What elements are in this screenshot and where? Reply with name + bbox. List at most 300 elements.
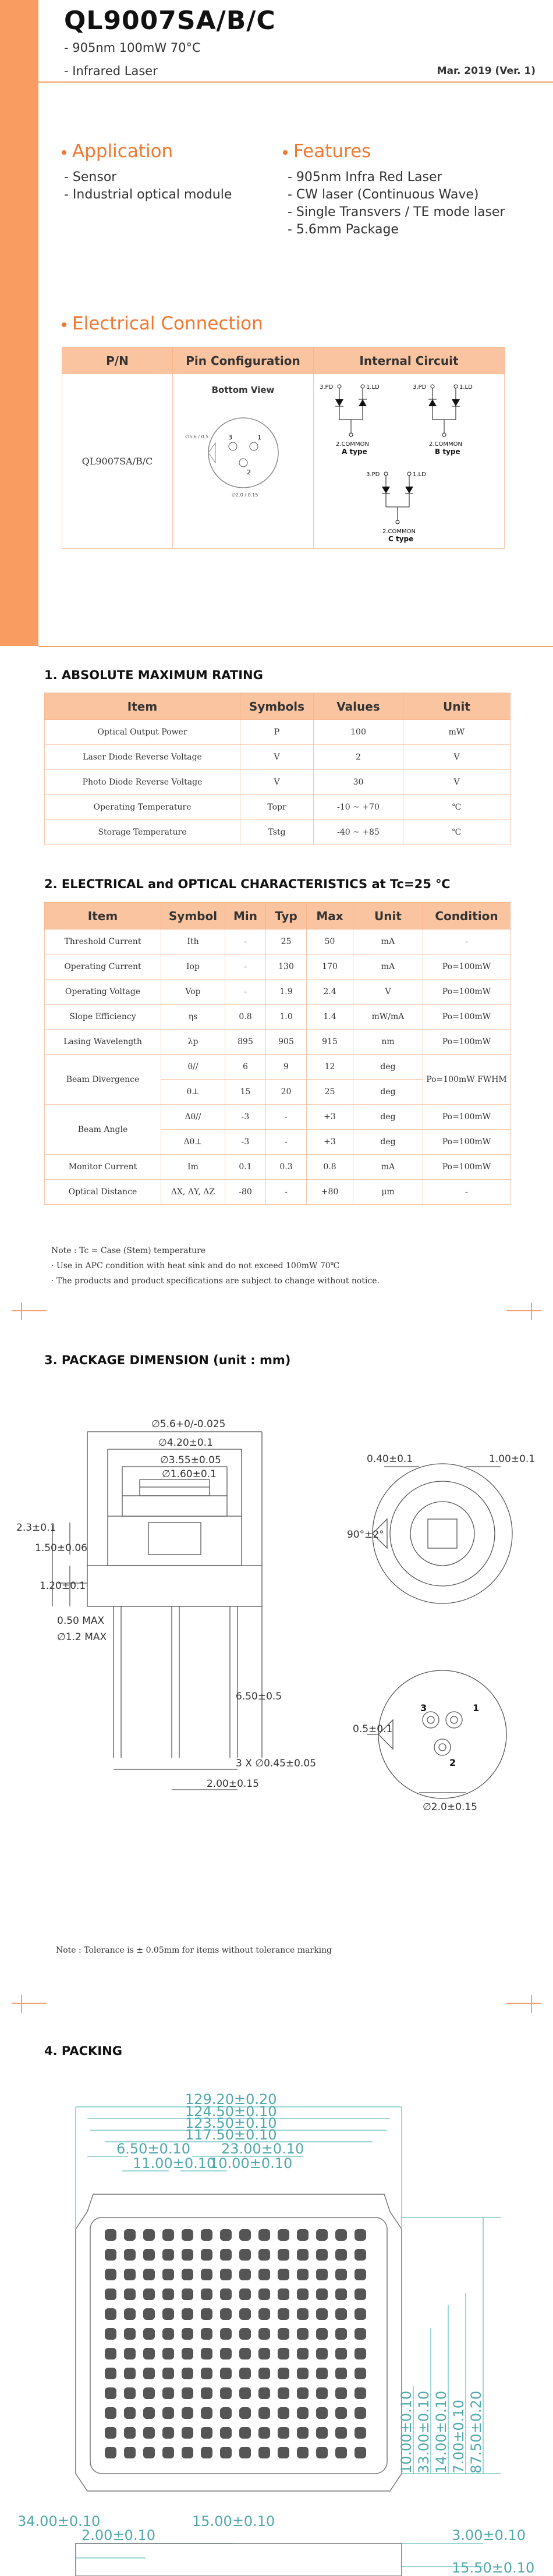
table-cell: 9	[266, 1055, 307, 1080]
svg-text:117.50±0.10: 117.50±0.10	[185, 2127, 277, 2143]
column-header: Min	[225, 903, 266, 929]
tray-pocket	[124, 2269, 136, 2280]
tray-pocket	[297, 2407, 309, 2419]
note-line: · Use in APC condition with heat sink and do not exceed 100mW 70℃	[51, 1261, 340, 1271]
tray-pocket	[182, 2387, 193, 2399]
table-cell: 2	[314, 745, 403, 770]
electrical-connection-table	[62, 347, 505, 549]
tray-pocket	[162, 2447, 174, 2458]
tray-pocket	[239, 2447, 251, 2458]
svg-text:3.PD: 3.PD	[412, 384, 426, 391]
tray-pocket	[105, 2348, 116, 2359]
tray-pocket	[239, 2387, 251, 2399]
svg-text:3.00±0.10: 3.00±0.10	[452, 2527, 526, 2543]
table-cell: Optical Distance	[45, 1180, 161, 1205]
svg-text:15.50±0.10: 15.50±0.10	[452, 2560, 535, 2576]
tray-pocket	[162, 2308, 174, 2320]
table-cell: -	[423, 929, 511, 955]
tray-pocket	[105, 2249, 116, 2261]
table-cell: Lasing Wavelength	[45, 1030, 161, 1055]
crop-mark	[21, 1303, 22, 1320]
table-row	[45, 1180, 511, 1205]
column-header: Unit	[403, 693, 511, 720]
packing-heading: 4. PACKING	[44, 2044, 122, 2058]
svg-text:6.50±0.10: 6.50±0.10	[116, 2141, 190, 2157]
tray-pocket	[355, 2249, 366, 2261]
tray-pocket	[182, 2407, 193, 2419]
table-cell: 100	[314, 720, 403, 745]
tray-pocket	[201, 2407, 212, 2419]
tray-pocket	[316, 2387, 328, 2399]
table-cell: deg	[353, 1055, 423, 1080]
column-header: Pin Configuration	[173, 347, 314, 374]
table-cell: λp	[161, 1030, 225, 1055]
version-date: Mar. 2019 (Ver. 1)	[437, 65, 536, 77]
table-row	[45, 955, 511, 980]
tray-pocket	[124, 2328, 136, 2340]
table-cell: mW/mA	[353, 1005, 423, 1030]
table-cell: 25	[307, 1080, 353, 1105]
table-cell: 50	[307, 929, 353, 955]
tray-pocket	[335, 2328, 347, 2340]
tray-pocket	[335, 2427, 347, 2439]
pin-label: 1	[257, 434, 261, 441]
tray-pocket	[355, 2308, 366, 2320]
table-cell: 30	[314, 770, 403, 795]
tray-pocket	[143, 2387, 155, 2399]
table-cell: -	[266, 1130, 307, 1155]
table-cell: 1.9	[266, 980, 307, 1005]
tray-pocket	[316, 2348, 328, 2359]
tray-pocket	[143, 2368, 155, 2379]
tray-pocket	[316, 2328, 328, 2340]
tray-pocket	[258, 2348, 270, 2359]
tray-pocket	[162, 2229, 174, 2241]
table-cell: θ//	[161, 1055, 225, 1080]
tray-pocket	[355, 2348, 366, 2359]
svg-text:2.3±0.1: 2.3±0.1	[16, 1522, 56, 1534]
tray-pocket	[316, 2269, 328, 2280]
table-cell: -	[225, 980, 266, 1005]
tray-pocket	[355, 2229, 366, 2241]
table-cell: P	[240, 720, 314, 745]
tray-pocket	[220, 2368, 232, 2379]
svg-text:10.00±0.10: 10.00±0.10	[210, 2155, 293, 2171]
table-cell: ΔX, ΔY, ΔZ	[161, 1180, 225, 1205]
tray-pocket	[201, 2308, 212, 2320]
tray-pocket	[258, 2288, 270, 2300]
table-header-row	[62, 347, 505, 374]
svg-text:1.00±0.1: 1.00±0.1	[489, 1453, 536, 1465]
eo-notes	[51, 1243, 380, 1289]
svg-text:14.00±0.10: 14.00±0.10	[433, 2390, 449, 2474]
table-cell: mA	[353, 929, 423, 955]
tray-pocket	[220, 2427, 232, 2439]
tray-pocket	[201, 2368, 212, 2379]
table-row	[45, 1055, 511, 1080]
table-cell: 6	[225, 1055, 266, 1080]
table-cell: V	[240, 770, 314, 795]
svg-text:A type: A type	[341, 447, 367, 456]
list-item: - Single Transvers / TE mode laser	[288, 205, 505, 219]
tray-pocket	[143, 2427, 155, 2439]
column-header: Condition	[423, 903, 511, 929]
svg-text:∅1.2 MAX: ∅1.2 MAX	[57, 1631, 107, 1643]
table-cell: 0.3	[266, 1155, 307, 1180]
application-heading: Application	[62, 141, 173, 162]
table-cell: deg	[353, 1105, 423, 1130]
svg-text:90°±2°: 90°±2°	[347, 1529, 384, 1541]
table-cell: Δθ//	[161, 1105, 225, 1130]
pin-label: 2	[246, 469, 251, 476]
table-cell: Photo Diode Reverse Voltage	[45, 770, 240, 795]
svg-text:1: 1	[473, 1702, 480, 1713]
svg-text:0.40±0.1: 0.40±0.1	[367, 1453, 413, 1465]
tray-pocket	[355, 2269, 366, 2280]
tray-pocket	[182, 2447, 193, 2458]
tray-pocket	[239, 2328, 251, 2340]
svg-text:1.LD: 1.LD	[412, 471, 426, 478]
tray-pocket	[182, 2368, 193, 2379]
product-subtitle-type: - Infrared Laser	[64, 64, 158, 78]
tray-pocket	[316, 2308, 328, 2320]
tray-pocket	[143, 2249, 155, 2261]
tray-pocket	[124, 2447, 136, 2458]
column-header: Internal Circuit	[314, 347, 505, 374]
tray-pocket	[258, 2427, 270, 2439]
tray-pocket	[124, 2427, 136, 2439]
tray-pocket	[220, 2447, 232, 2458]
svg-text:2.COMMON: 2.COMMON	[382, 528, 416, 535]
tray-pocket	[201, 2288, 212, 2300]
svg-text:7.00±0.10: 7.00±0.10	[451, 2400, 467, 2474]
table-row	[45, 1105, 511, 1130]
crop-mark	[506, 1310, 541, 1311]
tray-pocket	[297, 2368, 309, 2379]
tray-pocket	[297, 2249, 309, 2261]
part-number: QL9007SA/B/C	[62, 374, 173, 549]
tray-pocket	[143, 2328, 155, 2340]
tray-pocket	[258, 2269, 270, 2280]
tray-pocket	[258, 2328, 270, 2340]
table-cell: Ith	[161, 929, 225, 955]
table-cell: 12	[307, 1055, 353, 1080]
svg-text:1.50±0.06: 1.50±0.06	[35, 1542, 87, 1554]
table-cell: 15	[225, 1080, 266, 1105]
tray-pocket	[105, 2308, 116, 2320]
tray-pocket	[355, 2328, 366, 2340]
table-cell: -40 ~ +85	[314, 820, 403, 845]
tray-pocket	[278, 2249, 289, 2261]
table-cell: ℃	[403, 820, 511, 845]
tray-pocket	[201, 2427, 212, 2439]
svg-text:∅5.6+0/-0.025: ∅5.6+0/-0.025	[151, 1418, 226, 1430]
tray-pocket	[105, 2328, 116, 2340]
tray-pocket	[258, 2249, 270, 2261]
tray-pocket	[220, 2288, 232, 2300]
svg-text:10.00±0.10: 10.00±0.10	[398, 2390, 414, 2474]
eo-heading: 2. ELECTRICAL and OPTICAL CHARACTERISTICS at Tc=25 ℃	[44, 877, 451, 891]
table-cell: Beam Angle	[45, 1105, 161, 1155]
tray-pocket	[162, 2288, 174, 2300]
tray-pocket	[220, 2308, 232, 2320]
tray-pocket	[258, 2229, 270, 2241]
tray-pocket	[220, 2249, 232, 2261]
table-cell: V	[353, 980, 423, 1005]
tray-pocket	[297, 2427, 309, 2439]
table-cell: V	[403, 745, 511, 770]
table-cell: 895	[225, 1030, 266, 1055]
tray-pocket	[220, 2269, 232, 2280]
tray-pocket	[316, 2407, 328, 2419]
tray-pocket	[143, 2269, 155, 2280]
package-heading: 3. PACKAGE DIMENSION (unit : mm)	[44, 1353, 291, 1367]
column-header: P/N	[62, 347, 173, 374]
tray-pocket	[278, 2447, 289, 2458]
tray-pocket	[162, 2368, 174, 2379]
svg-text:1.LD: 1.LD	[459, 384, 473, 391]
tray-pocket	[182, 2427, 193, 2439]
pin-configuration-cell	[173, 374, 314, 549]
table-cell: -10 ~ +70	[314, 795, 403, 820]
tray-pocket	[201, 2447, 212, 2458]
svg-text:3 X ∅0.45±0.05: 3 X ∅0.45±0.05	[236, 1758, 317, 1769]
bottom-view-diagram	[185, 398, 302, 514]
table-cell: Vop	[161, 980, 225, 1005]
packing-tray-drawing	[0, 2072, 553, 2576]
header-divider	[38, 81, 553, 83]
tray-pocket	[182, 2269, 193, 2280]
svg-text:2.00±0.15: 2.00±0.15	[207, 1778, 259, 1790]
tray-pocket	[335, 2348, 347, 2359]
table-cell: Po=100mW	[423, 1155, 511, 1180]
tray-pocket	[239, 2288, 251, 2300]
table-cell: Iop	[161, 955, 225, 980]
svg-text:2.COMMON: 2.COMMON	[335, 441, 369, 448]
table-cell: Po=100mW	[423, 1030, 511, 1055]
tray-pocket	[239, 2348, 251, 2359]
tray-pocket	[355, 2387, 366, 2399]
table-cell: θ⊥	[161, 1080, 225, 1105]
svg-text:∅4.20±0.1: ∅4.20±0.1	[158, 1437, 213, 1449]
table-row	[45, 745, 511, 770]
svg-text:87.50±0.20: 87.50±0.20	[468, 2390, 484, 2474]
dimension-label: ∅2.0 / 0.15	[231, 492, 258, 498]
table-cell: Operating Temperature	[45, 795, 240, 820]
tray-pocket	[220, 2229, 232, 2241]
table-cell: V	[240, 745, 314, 770]
table-cell: -	[266, 1105, 307, 1130]
tray-pocket	[316, 2368, 328, 2379]
svg-text:1.20±0.1: 1.20±0.1	[40, 1580, 86, 1592]
table-row	[45, 795, 511, 820]
table-cell: mW	[403, 720, 511, 745]
tray-pocket	[143, 2288, 155, 2300]
tray-pocket	[105, 2447, 116, 2458]
tray-pocket	[201, 2249, 212, 2261]
table-cell: 0.8	[307, 1155, 353, 1180]
tray-pocket	[220, 2387, 232, 2399]
table-cell: mA	[353, 1155, 423, 1180]
table-cell: 1.0	[266, 1005, 307, 1030]
tray-pocket	[143, 2447, 155, 2458]
tray-pocket	[355, 2427, 366, 2439]
pin-label: 3	[228, 434, 232, 441]
table-row	[45, 720, 511, 745]
product-subtitle-spec: - 905nm 100mW 70°C	[64, 41, 201, 55]
tray-pocket	[316, 2288, 328, 2300]
table-cell: Po=100mW	[423, 955, 511, 980]
table-row	[62, 374, 505, 549]
tray-pocket	[316, 2447, 328, 2458]
svg-text:∅1.60±0.1: ∅1.60±0.1	[162, 1468, 217, 1480]
tray-pocket	[105, 2368, 116, 2379]
orange-sidebar	[0, 0, 38, 646]
product-title: QL9007SA/B/C	[64, 6, 276, 36]
section-divider	[38, 646, 553, 647]
table-cell: V	[403, 770, 511, 795]
tray-pocket	[335, 2229, 347, 2241]
svg-text:2: 2	[449, 1757, 456, 1768]
electrical-connection-heading: Electrical Connection	[62, 313, 263, 334]
table-cell: 20	[266, 1080, 307, 1105]
svg-text:11.00±0.10: 11.00±0.10	[133, 2155, 216, 2171]
tray-pocket	[335, 2288, 347, 2300]
tray-pocket	[143, 2308, 155, 2320]
column-header: Values	[314, 693, 403, 720]
table-row	[45, 929, 511, 955]
table-cell: 25	[266, 929, 307, 955]
table-cell: 170	[307, 955, 353, 980]
tray-pocket	[316, 2427, 328, 2439]
tray-pocket	[335, 2308, 347, 2320]
tray-pocket	[162, 2407, 174, 2419]
svg-text:1.LD: 1.LD	[366, 384, 380, 391]
table-cell: Po=100mW	[423, 1105, 511, 1130]
features-list	[288, 169, 505, 239]
tray-pocket	[143, 2407, 155, 2419]
tray-pocket	[182, 2288, 193, 2300]
circuit-c-type	[366, 471, 426, 543]
table-cell: Δθ⊥	[161, 1130, 225, 1155]
tray-pocket	[278, 2229, 289, 2241]
tray-pocket	[124, 2387, 136, 2399]
tray-pocket	[335, 2249, 347, 2261]
tray-pocket	[105, 2288, 116, 2300]
list-item: - CW laser (Continuous Wave)	[288, 187, 479, 202]
note-line: · The products and product specifications are subject to change without notice.	[51, 1276, 380, 1286]
table-cell: Laser Diode Reverse Voltage	[45, 745, 240, 770]
table-cell: -	[423, 1180, 511, 1205]
table-row	[45, 820, 511, 845]
tray-pocket	[278, 2427, 289, 2439]
crop-mark	[531, 1995, 532, 2013]
table-header-row	[45, 693, 511, 720]
table-cell: Topr	[240, 795, 314, 820]
table-cell: -	[266, 1180, 307, 1205]
abs-max-table	[44, 693, 511, 845]
list-item: - Industrial optical module	[64, 187, 232, 202]
tray-pocket	[278, 2308, 289, 2320]
table-header-row	[45, 903, 511, 929]
abs-max-heading: 1. ABSOLUTE MAXIMUM RATING	[44, 668, 263, 682]
crop-mark	[12, 1310, 47, 1311]
svg-text:C type: C type	[388, 534, 413, 543]
table-cell: Optical Output Power	[45, 720, 240, 745]
tray-pocket	[182, 2348, 193, 2359]
tray-pocket	[297, 2348, 309, 2359]
tray-pocket	[124, 2368, 136, 2379]
tray-pocket	[258, 2368, 270, 2379]
table-cell: +3	[307, 1130, 353, 1155]
tray-pocket	[258, 2308, 270, 2320]
svg-text:6.50±0.5: 6.50±0.5	[236, 1691, 282, 1702]
tray-pocket	[239, 2249, 251, 2261]
list-item: - Sensor	[64, 170, 117, 184]
svg-text:123.50±0.10: 123.50±0.10	[185, 2115, 277, 2131]
svg-text:B type: B type	[434, 447, 460, 456]
tray-pocket	[335, 2447, 347, 2458]
crop-mark	[506, 2003, 541, 2004]
note-line: Note : Tc = Case (Stem) temperature	[51, 1246, 206, 1255]
table-cell: deg	[353, 1080, 423, 1105]
tray-pocket	[143, 2229, 155, 2241]
column-header: Max	[307, 903, 353, 929]
table-row	[45, 1155, 511, 1180]
tray-pocket	[297, 2308, 309, 2320]
table-cell: Threshold Current	[45, 929, 161, 955]
list-item: - 905nm Infra Red Laser	[288, 170, 442, 184]
internal-circuit-cell	[314, 374, 505, 549]
svg-text:2.00±0.10: 2.00±0.10	[81, 2527, 155, 2543]
tray-pocket	[278, 2368, 289, 2379]
tray-pocket	[239, 2427, 251, 2439]
table-cell: Operating Current	[45, 955, 161, 980]
svg-text:3: 3	[420, 1702, 427, 1713]
table-cell: 1.4	[307, 1005, 353, 1030]
tray-pocket	[162, 2348, 174, 2359]
tray-pocket	[220, 2348, 232, 2359]
table-cell: 130	[266, 955, 307, 980]
tray-pocket	[278, 2269, 289, 2280]
tray-pocket	[355, 2447, 366, 2458]
svg-text:∅2.0±0.15: ∅2.0±0.15	[423, 1801, 477, 1813]
table-cell: Po=100mW	[423, 980, 511, 1005]
tray-pocket	[239, 2229, 251, 2241]
table-cell: Po=100mW	[423, 1005, 511, 1030]
tray-pocket	[124, 2288, 136, 2300]
crop-mark	[12, 2003, 47, 2004]
tray-pocket	[124, 2407, 136, 2419]
table-cell: Beam Divergence	[45, 1055, 161, 1105]
column-header: Item	[45, 903, 161, 929]
column-header: Typ	[266, 903, 307, 929]
tray-pocket	[182, 2328, 193, 2340]
svg-text:3.PD: 3.PD	[319, 384, 333, 391]
table-cell: -80	[225, 1180, 266, 1205]
table-cell: ηs	[161, 1005, 225, 1030]
tray-pocket	[335, 2368, 347, 2379]
tray-pocket	[201, 2269, 212, 2280]
table-cell: 905	[266, 1030, 307, 1055]
tray-pocket	[162, 2427, 174, 2439]
tray-pocket	[201, 2328, 212, 2340]
tray-pocket	[355, 2368, 366, 2379]
table-cell: 2.4	[307, 980, 353, 1005]
table-cell: 0.1	[225, 1155, 266, 1180]
column-header: Unit	[353, 903, 423, 929]
crop-mark	[21, 1995, 22, 2013]
